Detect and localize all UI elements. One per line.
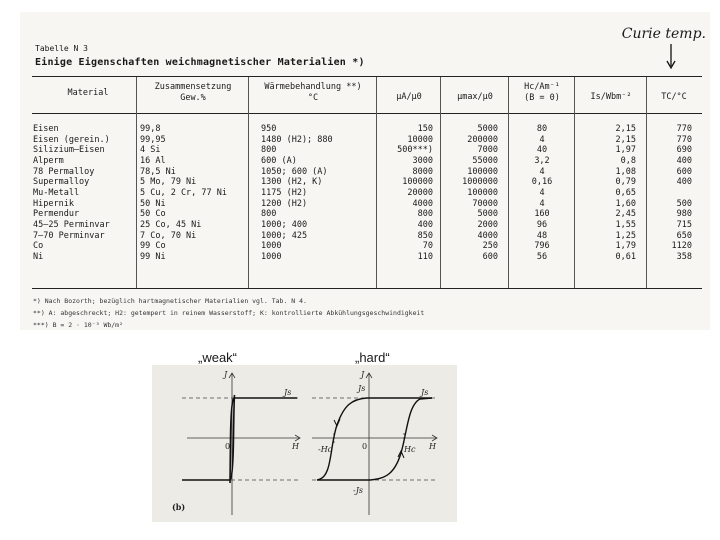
table-cell: 4: [539, 166, 545, 177]
table-cell: 99,95: [140, 134, 166, 145]
column-divider: [136, 77, 137, 288]
table-cell: 96: [536, 219, 548, 230]
table-cell: 0,8: [620, 155, 636, 166]
table-cell: Silizium–Eisen: [33, 145, 105, 156]
right-js-top-label: Js: [358, 384, 366, 393]
column-mu-max: [442, 124, 498, 263]
table-cell: 500***): [397, 145, 433, 156]
table-cell: 50 Ni: [140, 198, 166, 209]
right-loop-arrow-down: [334, 419, 340, 426]
right-origin: 0: [362, 442, 368, 451]
table-cell: 0,79: [615, 177, 636, 188]
table-cell: 250: [482, 241, 498, 252]
table-cell: 600: [482, 251, 498, 262]
table-cell: 1175 (H2): [261, 187, 308, 198]
table-cell: 5000: [477, 124, 498, 134]
table-cell: 5 Mo, 79 Ni: [140, 177, 197, 188]
table-cell: 80: [536, 124, 548, 134]
table-cell: 950: [261, 124, 277, 134]
table-cell: 100000: [467, 166, 498, 177]
table-cell: 70: [422, 241, 433, 252]
table-cell: 1000: [261, 251, 282, 262]
table-cell: 40: [536, 145, 548, 156]
table-cell: 20000: [407, 187, 433, 198]
table-cell: 1300 (H2, K): [261, 177, 323, 188]
table-cell: [648, 188, 692, 199]
column-divider: [508, 77, 509, 288]
table-cell: 800: [261, 145, 277, 156]
table-cell: Eisen: [33, 124, 59, 134]
table-cell: 1050; 600 (A): [261, 166, 328, 177]
right-hc-pos-label: Hc: [404, 445, 416, 454]
table-cell: 400: [676, 155, 692, 166]
table-cell: 0,65: [615, 187, 636, 198]
table-cell: 850: [417, 230, 433, 241]
left-origin: 0: [225, 442, 231, 451]
right-j-label: J: [361, 370, 365, 379]
down-arrow-icon: [666, 44, 676, 70]
handwritten-note: Curie temp.: [621, 26, 706, 42]
table-cell: 715: [676, 219, 692, 230]
header-coercivity: Hc/Am⁻¹ (B = 0): [524, 82, 560, 103]
column-divider: [440, 77, 441, 288]
table-cell: 0,16: [531, 177, 553, 188]
table-cell: 56: [536, 251, 548, 262]
column-saturation: [576, 124, 636, 263]
table-cell: 2,15: [615, 134, 636, 145]
table-cell: 1,97: [615, 145, 636, 156]
column-mu-a: [378, 124, 433, 263]
column-composition: [140, 124, 248, 263]
table-cell: 99 Ni: [140, 251, 166, 262]
column-divider: [248, 77, 249, 288]
table-cell: Co: [33, 241, 44, 252]
table-cell: 2,15: [615, 124, 636, 134]
table-cell: 1,55: [615, 219, 636, 230]
table-cell: 1,25: [615, 230, 636, 241]
table-cell: 980: [676, 209, 692, 220]
table-cell: 99 Co: [140, 241, 166, 252]
column-material: [33, 124, 136, 263]
hysteresis-figure: [152, 365, 457, 522]
table-cell: 800: [417, 209, 433, 220]
table-cell: Permendur: [33, 209, 80, 220]
table-cell: 4: [539, 198, 545, 209]
table-cell: 55000: [472, 155, 498, 166]
header-heat-treatment: Wärmebehandlung **) °C: [264, 82, 362, 103]
right-h-label: H: [429, 442, 436, 451]
table-cell: 8000: [412, 166, 433, 177]
table-cell: 3000: [412, 155, 433, 166]
right-neg-js-label: -Js: [353, 486, 364, 495]
table-cell: 7—70 Perminvar: [33, 230, 105, 241]
table-cell: 650: [676, 230, 692, 241]
header-material: Material: [67, 88, 109, 98]
panel-label: (b): [172, 502, 186, 512]
table-cell: Mu-Metall: [33, 187, 80, 198]
table-title: Einige Eigenschaften weichmagnetischer Materialien *): [35, 57, 365, 68]
table-cell: 690: [676, 145, 692, 156]
table-cell: 1000; 425: [261, 230, 308, 241]
hysteresis-diagram: [152, 365, 457, 522]
table-cell: 100000: [467, 187, 498, 198]
table-cell: 4000: [477, 230, 498, 241]
table-cell: Supermalloy: [33, 177, 90, 188]
table-cell: 358: [676, 251, 692, 262]
header-saturation: Is/Wbm⁻²: [590, 92, 632, 102]
table-cell: 100000: [402, 177, 433, 188]
column-divider: [376, 77, 377, 288]
table-cell: Hipernik: [33, 198, 74, 209]
table-cell: 4000: [412, 198, 433, 209]
left-loop-lower: [182, 395, 235, 480]
footnote-2: **) A: abgeschreckt; H2: getempert in reinem Wasserstoff; K: kontrollierte Abkühlungsgeschwindigkeit: [33, 309, 425, 317]
table-cell: 1,79: [615, 241, 636, 252]
label-hard: „hard“: [355, 350, 390, 365]
left-h-label: H: [292, 442, 299, 451]
table-cell: 45—25 Perminvar: [33, 219, 110, 230]
table-cell: Eisen (gerein.): [33, 134, 110, 145]
header-composition: Zusammensetzung Gew.%: [154, 82, 232, 103]
table-header-rule: [32, 113, 702, 114]
table-cell: 2000: [477, 219, 498, 230]
table-cell: 50 Co: [140, 209, 166, 220]
column-divider: [574, 77, 575, 288]
table-cell: 0,61: [615, 251, 636, 262]
table-cell: 160: [534, 209, 550, 220]
table-cell: 770: [676, 134, 692, 145]
table-cell: 4 Si: [140, 145, 161, 156]
table-cell: 16 Al: [140, 155, 166, 166]
table-cell: 400: [417, 219, 433, 230]
right-loop-upper: [317, 398, 432, 480]
column-curie-temp: [648, 124, 692, 263]
table-cell: 78 Permalloy: [33, 166, 95, 177]
footnote-1: *) Nach Bozorth; bezüglich hartmagnetischer Materialien vgl. Tab. N 4.: [33, 297, 307, 305]
table-cell: 7 Co, 70 Ni: [140, 230, 197, 241]
left-js-label: Js: [284, 388, 292, 397]
header-mu-a: μA/μ0: [396, 92, 422, 102]
table-top-rule: [32, 76, 702, 77]
table-cell: 400: [676, 177, 692, 188]
left-j-label: J: [224, 370, 228, 379]
table-cell: 5 Cu, 2 Cr, 77 Ni: [140, 187, 227, 198]
table-cell: 2,45: [615, 209, 636, 220]
footnote-3: ***) B = 2 · 10⁻³ Wb/m²: [33, 321, 124, 329]
table-cell: 4: [539, 187, 545, 198]
table-cell: 600 (A): [261, 155, 297, 166]
right-hc-neg-label: -Hc: [318, 445, 333, 454]
table-label: Tabelle N 3: [35, 44, 88, 53]
table-cell: 1120: [671, 241, 692, 252]
table-cell: 1000; 400: [261, 219, 308, 230]
table-cell: 3,2: [534, 155, 550, 166]
left-loop-upper: [230, 398, 297, 483]
column-heat-treatment: [261, 124, 376, 263]
table-cell: 600: [676, 166, 692, 177]
table-cell: 7000: [477, 145, 498, 156]
column-divider: [646, 77, 647, 288]
table-cell: Ni: [33, 251, 44, 262]
table-cell: 796: [534, 241, 550, 252]
table-cell: 1,08: [615, 166, 636, 177]
column-coercivity: [510, 124, 574, 263]
table-cell: 99,8: [140, 124, 161, 134]
table-cell: 1480 (H2); 880: [261, 134, 333, 145]
table-cell: 200000: [467, 134, 498, 145]
table-cell: 110: [417, 251, 433, 262]
table-bottom-rule: [32, 288, 702, 289]
table-cell: 10000: [407, 134, 433, 145]
table-cell: 78,5 Ni: [140, 166, 176, 177]
table-cell: 770: [676, 124, 692, 134]
table-cell: 1,60: [615, 198, 636, 209]
header-mu-max: μmax/μ0: [457, 92, 493, 102]
table-cell: 1200 (H2): [261, 198, 308, 209]
table-cell: 48: [536, 230, 548, 241]
table-cell: 500: [676, 198, 692, 209]
label-weak: „weak“: [198, 350, 238, 365]
table-cell: 4: [539, 134, 545, 145]
right-js-label: Js: [421, 388, 429, 397]
table-cell: 70000: [472, 198, 498, 209]
header-curie-temp: TC/°C: [661, 92, 687, 102]
table-cell: 25 Co, 45 Ni: [140, 219, 202, 230]
table-cell: Alperm: [33, 155, 64, 166]
table-cell: 5000: [477, 209, 498, 220]
table-cell: 800: [261, 209, 277, 220]
table-cell: 150: [417, 124, 433, 134]
table-cell: 1000000: [462, 177, 498, 188]
table-cell: 1000: [261, 241, 282, 252]
